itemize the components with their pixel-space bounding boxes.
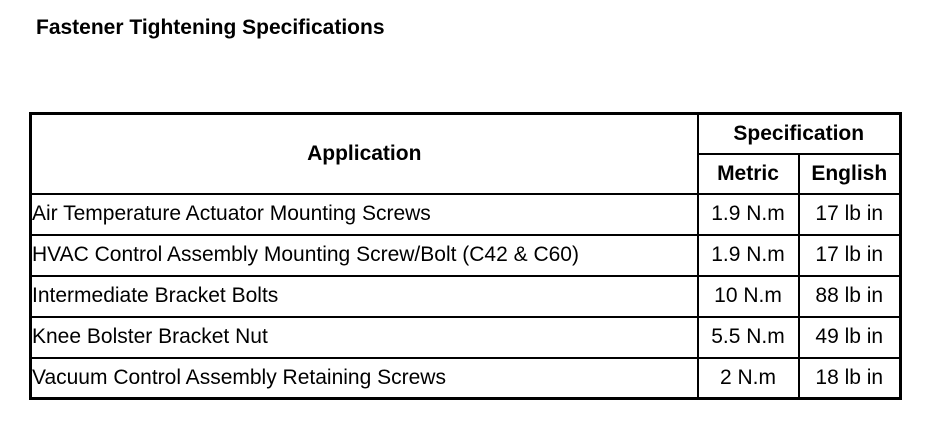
application-cell: Vacuum Control Assembly Retaining Screws: [31, 358, 698, 399]
application-cell: Knee Bolster Bracket Nut: [31, 317, 698, 358]
english-cell: 17 lb in: [799, 194, 901, 235]
application-cell: Intermediate Bracket Bolts: [31, 276, 698, 317]
table-row: [31, 317, 901, 358]
page-title: Fastener Tightening Specifications: [36, 16, 385, 39]
english-header: English: [799, 154, 901, 194]
table-row: [31, 276, 901, 317]
metric-header: Metric: [698, 154, 799, 194]
metric-cell: 1.9 N.m: [698, 194, 799, 235]
fastener-spec-table: [29, 112, 902, 400]
specification-header: Specification: [698, 114, 901, 154]
table-row: [31, 358, 901, 399]
english-cell: 88 lb in: [799, 276, 901, 317]
application-header: Application: [31, 114, 698, 194]
english-cell: 18 lb in: [799, 358, 901, 399]
english-cell: 49 lb in: [799, 317, 901, 358]
table-row: [31, 194, 901, 235]
application-cell: Air Temperature Actuator Mounting Screws: [31, 194, 698, 235]
table-row: [31, 235, 901, 276]
header-row: [31, 114, 901, 154]
metric-cell: 2 N.m: [698, 358, 799, 399]
metric-cell: 10 N.m: [698, 276, 799, 317]
metric-cell: 1.9 N.m: [698, 235, 799, 276]
application-cell: HVAC Control Assembly Mounting Screw/Bolt (C42 & C60): [31, 235, 698, 276]
english-cell: 17 lb in: [799, 235, 901, 276]
metric-cell: 5.5 N.m: [698, 317, 799, 358]
